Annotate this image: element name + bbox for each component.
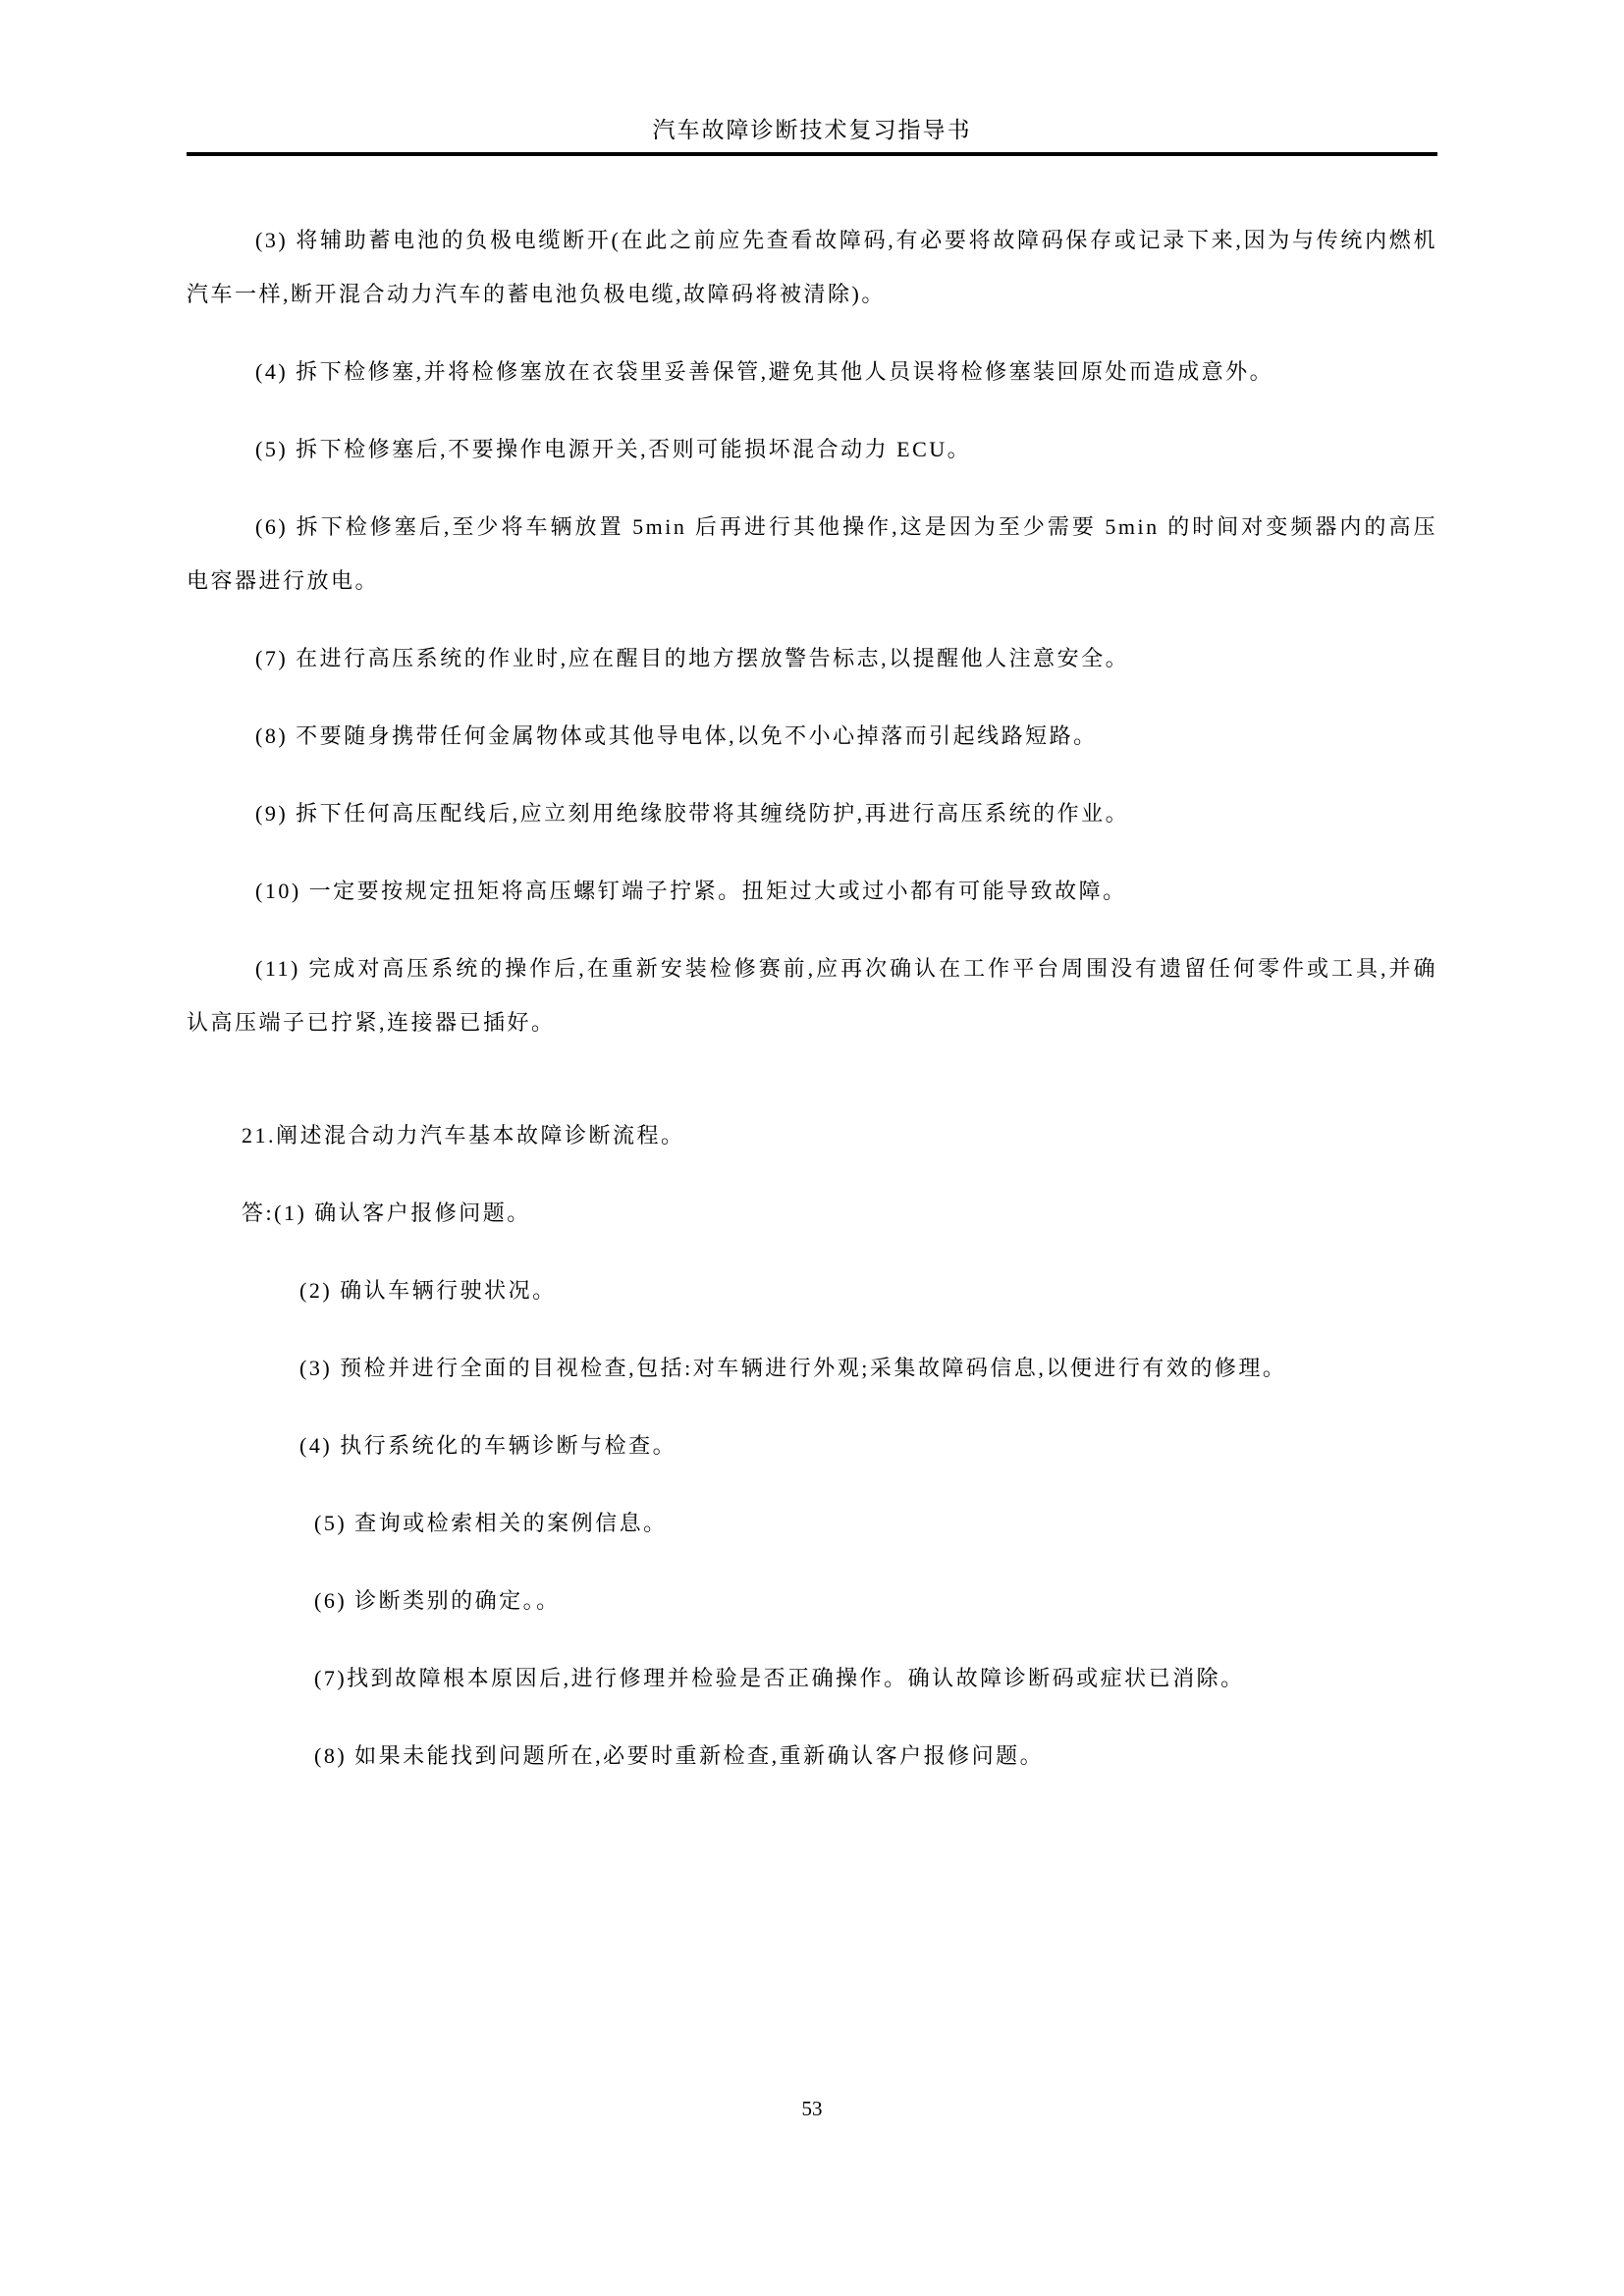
safety-step-5: (5) 拆下检修塞后,不要操作电源开关,否则可能损坏混合动力 ECU。 (255, 437, 972, 461)
answer-lead-step-1: 答:(1) 确认客户报修问题。 (242, 1201, 531, 1225)
safety-step-8: (8) 不要随身携带任何金属物体或其他导电体,以免不小心掉落而引起线路短路。 (255, 723, 1098, 748)
page-number: 53 (801, 2097, 823, 2120)
answer-step-6: (6) 诊断类别的确定。。 (314, 1588, 561, 1613)
safety-step-3: (3) 将辅助蓄电池的负极电缆断开(在此之前应先查看故障码,有必要将故障码保存或记录下来,因为与传统内燃机汽车一样,断开混合动力汽车的蓄电池负极电缆,故障码将被清除)。 (187, 228, 1437, 306)
answer-step-3: (3) 预检并进行全面的目视检查,包括:对车辆进行外观;采集故障码信息,以便进行有效的修理。 (299, 1356, 1287, 1380)
answer-step-7: (7)找到故障根本原因后,进行修理并检验是否正确操作。确认故障诊断码或症状已消除。 (314, 1666, 1245, 1690)
safety-step-9: (9) 拆下任何高压配线后,应立刻用绝缘胶带将其缠绕防护,再进行高压系统的作业。 (255, 801, 1130, 826)
safety-step-10: (10) 一定要按规定扭矩将高压螺钉端子拧紧。扭矩过大或过小都有可能导致故障。 (255, 879, 1127, 903)
answer-step-8: (8) 如果未能找到问题所在,必要时重新检查,重新确认客户报修问题。 (314, 1743, 1045, 1768)
answer-step-4: (4) 执行系统化的车辆诊断与检查。 (299, 1433, 677, 1458)
answer-step-2: (2) 确认车辆行驶状况。 (299, 1278, 557, 1303)
answer-step-5: (5) 查询或检索相关的案例信息。 (314, 1511, 668, 1535)
question-21-title: 21.阐述混合动力汽车基本故障诊断流程。 (242, 1123, 685, 1148)
safety-step-4: (4) 拆下检修塞,并将检修塞放在衣袋里妥善保管,避免其他人员误将检修塞装回原处而造成意外。 (255, 359, 1274, 384)
document-body (187, 213, 1437, 1783)
safety-step-11: (11) 完成对高压系统的操作后,在重新安装检修赛前,应再次确认在工作平台周围没有遗留任何零件或工具,并确认高压端子已拧紧,连接器已插好。 (187, 956, 1437, 1035)
safety-step-7: (7) 在进行高压系统的作业时,应在醒目的地方摆放警告标志,以提醒他人注意安全。 (255, 646, 1130, 670)
header-title: 汽车故障诊断技术复习指导书 (652, 118, 972, 142)
page-header (187, 0, 1437, 156)
safety-step-6: (6) 拆下检修塞后,至少将车辆放置 5min 后再进行其他操作,这是因为至少需要 5min 的时间对变频器内的高压电容器进行放电。 (187, 514, 1437, 593)
